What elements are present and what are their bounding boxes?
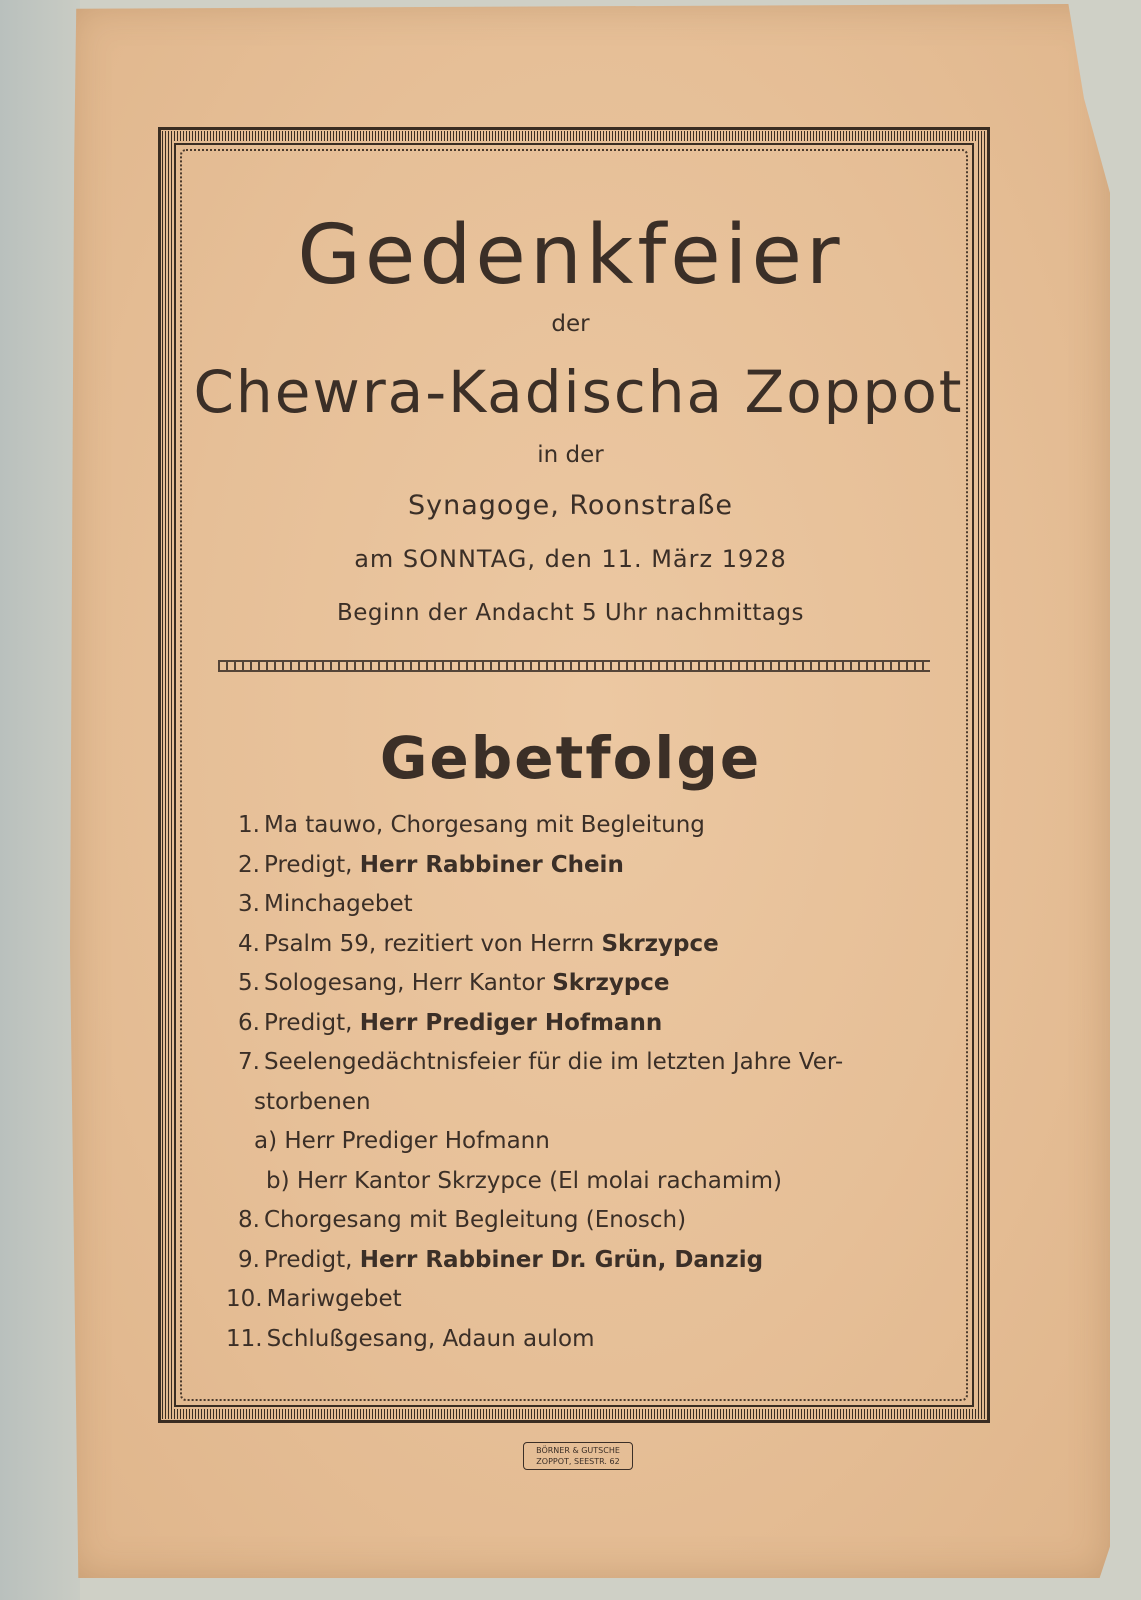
page-title: Gedenkfeier — [297, 208, 844, 303]
event-date: am SONNTAG, den 11. März 1928 — [354, 545, 787, 573]
list-item: 4. Psalm 59, rezitiert von Herrn Skrzypce — [238, 930, 719, 957]
list-subitem: a) Herr Prediger Hofmann — [254, 1128, 550, 1154]
program-list — [226, 806, 946, 1359]
list-item: 3. Minchagebet — [238, 891, 413, 917]
printer-address: ZOPPOT, SEESTR. 62 — [536, 1457, 620, 1466]
venue: Synagoge, Roonstraße — [408, 490, 733, 521]
list-item: 8. Chorgesang mit Begleitung (Enosch) — [238, 1207, 687, 1233]
subtitle-in-der: in der — [537, 442, 604, 468]
list-item: 10. Mariwgebet — [226, 1286, 402, 1312]
list-item: 5. Sologesang, Herr Kantor Skrzypce — [238, 970, 670, 996]
list-item: 2. Predigt, Herr Rabbiner Chein — [238, 851, 624, 878]
list-item-continuation: storbenen — [254, 1088, 371, 1115]
printer-stamp — [523, 1442, 633, 1470]
list-item: 6. Predigt, Herr Prediger Hofmann — [238, 1009, 663, 1036]
subtitle-der: der — [551, 311, 590, 337]
organization-name: Chewra-Kadischa Zoppot — [193, 358, 964, 426]
list-subitem: b) Herr Kantor Skrzypce (El molai rachamim) — [266, 1167, 783, 1194]
list-item: 7. Seelengedächtnisfeier für die im letzten Jahre Ver- — [238, 1049, 844, 1075]
list-item: 1. Ma tauwo, Chorgesang mit Begleitung — [238, 812, 705, 838]
start-time: Beginn der Andacht 5 Uhr nachmittags — [337, 600, 804, 626]
list-item: 11. Schlußgesang, Adaun aulom — [226, 1325, 595, 1352]
list-item: 9. Predigt, Herr Rabbiner Dr. Grün, Danzig — [238, 1246, 764, 1273]
program-title: Gebetfolge — [379, 724, 762, 792]
ornamental-divider — [218, 660, 930, 672]
printer-name: BÖRNER & GUTSCHE — [536, 1446, 620, 1455]
